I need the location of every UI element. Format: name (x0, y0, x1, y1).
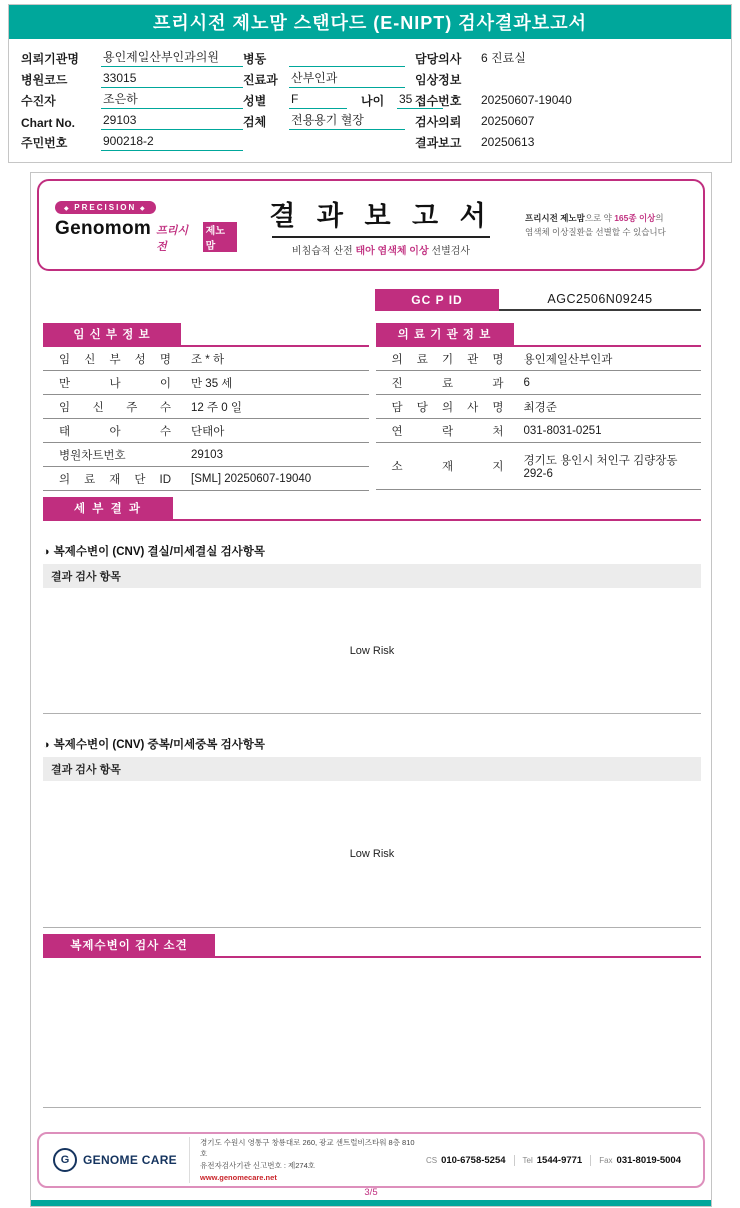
field-value: 29103 (101, 113, 243, 130)
table-row (376, 347, 702, 371)
field-label: Chart No. (21, 116, 75, 130)
gcp-id-label: GC P ID (375, 289, 499, 311)
field-label: 검사의뢰 (415, 115, 462, 129)
title-underline (272, 236, 490, 238)
field-doctor (415, 46, 721, 67)
row-value: 6 (523, 376, 530, 389)
footer-contacts (418, 1155, 689, 1166)
emr-header-panel (8, 4, 732, 163)
table-row (43, 347, 369, 371)
row-value: 12 주 0 일 (191, 401, 242, 414)
table-row (43, 419, 369, 443)
field-label: 결과보고 (415, 136, 462, 150)
row-label: 소 재 지 (391, 461, 504, 473)
field-resident-no (21, 130, 243, 151)
page-number: 3/5 (364, 1187, 378, 1198)
precision-badge: ◆ PRECISION ◆ (55, 201, 156, 214)
half-circle-icon: ◑ (43, 739, 50, 751)
logo-brand-row (55, 218, 237, 254)
field-label-age: 나이 (361, 94, 385, 108)
contact-value: 1544-9771 (536, 1154, 583, 1166)
contact-label: Tel (522, 1155, 533, 1165)
brand-kr-genomom: 제노맘 (203, 222, 237, 252)
field-department (243, 67, 415, 88)
contact-cs (418, 1155, 514, 1166)
contact-value: 031-8019-5004 (616, 1154, 681, 1166)
field-chart-no (21, 109, 243, 130)
patient-info-grid (9, 39, 731, 162)
field-label: 접수번호 (415, 94, 462, 108)
field-patient-name (21, 88, 243, 109)
brand-name: Genomom (55, 217, 152, 239)
field-clinical-info (415, 67, 721, 88)
cnv-deletion-result (43, 588, 701, 714)
report-subtitle (237, 242, 525, 257)
report-content (43, 289, 701, 1108)
cnv-heading-text: 복제수변이 (CNV) 결실/미세결실 검사항목 (53, 546, 266, 558)
field-value-sex: F (289, 92, 347, 109)
genome-care-brand: GENOME CARE (83, 1153, 177, 1167)
field-label: 병동 (243, 52, 267, 66)
field-sex-age (243, 88, 415, 109)
subtitle-highlight: 태아 염색체 이상 (355, 245, 429, 257)
field-value: 용인제일산부인과의원 (101, 48, 243, 67)
result-text: Low Risk (349, 848, 395, 860)
field-receipt-no (415, 88, 721, 109)
row-value: 만 35 세 (191, 377, 233, 390)
row-label: 임 신 부 성 명 (59, 353, 171, 366)
row-label: 의 료 기 관 명 (391, 353, 504, 366)
subtitle-prefix: 비침습적 산전 (291, 245, 356, 257)
report-masthead (37, 179, 705, 271)
field-value: 900218-2 (101, 134, 243, 151)
info-tables (43, 323, 701, 491)
field-value: 33015 (101, 71, 243, 88)
table-row (43, 443, 369, 467)
cnv-duplication-column-header: 결과 검사 항목 (43, 757, 701, 781)
contact-fax (590, 1155, 689, 1166)
gcp-id-value: AGC2506N09245 (499, 289, 701, 311)
field-value (479, 72, 721, 88)
mother-info-table (43, 323, 369, 491)
cnv-duplication-result (43, 781, 701, 928)
subtitle-suffix: 선별검사 (428, 245, 471, 257)
info-column-right (415, 46, 721, 151)
cnv-heading-text: 복제수변이 (CNV) 중복/미세중복 검사항목 (53, 739, 266, 751)
info-column-left (21, 46, 243, 151)
field-label: 담당의사 (415, 52, 462, 66)
genome-care-logo (53, 1148, 189, 1172)
row-value: 최경준 (523, 401, 557, 414)
field-requesting-org (21, 46, 243, 67)
contact-label: CS (425, 1155, 438, 1165)
cnv-deletion-heading (43, 543, 701, 559)
contact-value: 010-6758-5254 (441, 1154, 506, 1166)
row-value: [SML] 20250607-19040 (191, 472, 312, 485)
tagline-text: 으로 약 (584, 212, 615, 223)
masthead-tagline (525, 211, 687, 239)
row-label: 진 료 과 (391, 377, 504, 390)
field-value: 조은하 (101, 90, 243, 109)
cnv-duplication-heading (43, 736, 701, 752)
contact-tel (514, 1155, 591, 1166)
field-label: 병원코드 (21, 73, 68, 87)
masthead-title-block (237, 194, 525, 257)
footer-website-link[interactable]: www.genomecare.net (199, 1172, 277, 1182)
tagline-text2: 의 (655, 212, 664, 223)
field-label: 성별 (243, 94, 267, 108)
row-value: 단태아 (191, 425, 225, 438)
row-label: 만 나 이 (59, 377, 171, 390)
field-label: 수진자 (21, 94, 56, 108)
field-value: 20250607 (481, 114, 535, 128)
opinion-empty-area (43, 958, 701, 1108)
details-section-header (43, 497, 701, 521)
table-row (376, 395, 702, 419)
report-title: 결 과 보 고 서 (269, 200, 493, 231)
mother-table-header (43, 323, 369, 347)
field-report-date (415, 130, 721, 151)
half-circle-icon: ◑ (43, 546, 50, 558)
mother-table-title: 임 신 부 정 보 (43, 323, 181, 345)
result-text: Low Risk (349, 644, 395, 657)
row-label: 연 락 처 (391, 425, 504, 438)
cnv-deletion-column-header: 결과 검사 항목 (43, 564, 701, 588)
genome-care-icon: G (53, 1148, 77, 1172)
field-value: 20250613 (481, 135, 535, 149)
row-label: 태 아 수 (59, 425, 171, 438)
brand-kr-precision: 프리시전 (156, 224, 188, 253)
row-label: 담 당 의 사 명 (391, 401, 504, 414)
field-label: 임상정보 (415, 73, 462, 87)
row-value: 용인제일산부인과 (523, 353, 613, 366)
table-row (43, 395, 369, 419)
table-row (376, 371, 702, 395)
footer-address: 경기도 수원시 영통구 창룡대로 260, 광교 센트럴비즈타워 8층 810호 (199, 1137, 415, 1159)
tagline-highlight: 165종 이상 (614, 212, 656, 223)
gcp-id-bar (375, 289, 701, 311)
report-page (30, 172, 712, 1207)
row-value: 조 * 하 (191, 353, 225, 366)
clinic-table-header (376, 323, 702, 347)
row-value: 29103 (191, 448, 223, 461)
opinion-section-header (43, 934, 701, 958)
report-title-banner: 프리시전 제노맘 스탠다드 (E-NIPT) 검사결과보고서 (9, 5, 731, 39)
row-label: 임 신 주 수 (59, 401, 171, 414)
field-label: 검체 (243, 115, 267, 129)
footer-license: 유전자검사기관 신고번호 : 제274호 (199, 1161, 316, 1170)
field-label: 진료과 (243, 73, 278, 87)
field-ward (243, 46, 415, 67)
table-row (43, 371, 369, 395)
field-specimen (243, 109, 415, 130)
field-value: 20250607-19040 (481, 93, 572, 107)
bottom-accent-strip (31, 1200, 711, 1206)
table-row (376, 443, 702, 490)
clinic-table-title: 의 료 기 관 정 보 (376, 323, 514, 345)
info-column-middle (243, 46, 415, 151)
row-value: 경기도 용인시 처인구 김량장동 292-6 (523, 455, 678, 480)
clinic-info-table (376, 323, 702, 491)
row-label: 병원차트번호 (59, 449, 126, 462)
field-value: 6 진료실 (481, 51, 526, 65)
field-hospital-code (21, 67, 243, 88)
details-section-title: 세 부 결 과 (43, 497, 173, 519)
footer-company-bar (37, 1132, 705, 1188)
table-row (43, 467, 369, 491)
field-label: 의뢰기관명 (21, 52, 79, 66)
table-row (376, 419, 702, 443)
field-value: 산부인과 (289, 69, 405, 88)
field-label: 주민번호 (21, 136, 68, 150)
contact-label: Fax (599, 1155, 613, 1165)
field-value-age: 35 (397, 92, 443, 109)
field-request-date (415, 109, 721, 130)
row-value: 031-8031-0251 (523, 424, 602, 437)
tagline-line2: 염색체 이상질환을 선별할 수 있습니다 (525, 227, 666, 237)
opinion-section-title: 복제수변이 검사 소견 (43, 934, 215, 956)
tagline-brand: 프리시전 제노맘 (525, 212, 585, 223)
field-value (289, 50, 405, 67)
field-value: 전용용기 혈장 (289, 111, 405, 130)
genomom-logo (55, 197, 237, 254)
footer-address-block (189, 1137, 418, 1184)
row-label: 의 료 재 단 ID (59, 473, 171, 486)
